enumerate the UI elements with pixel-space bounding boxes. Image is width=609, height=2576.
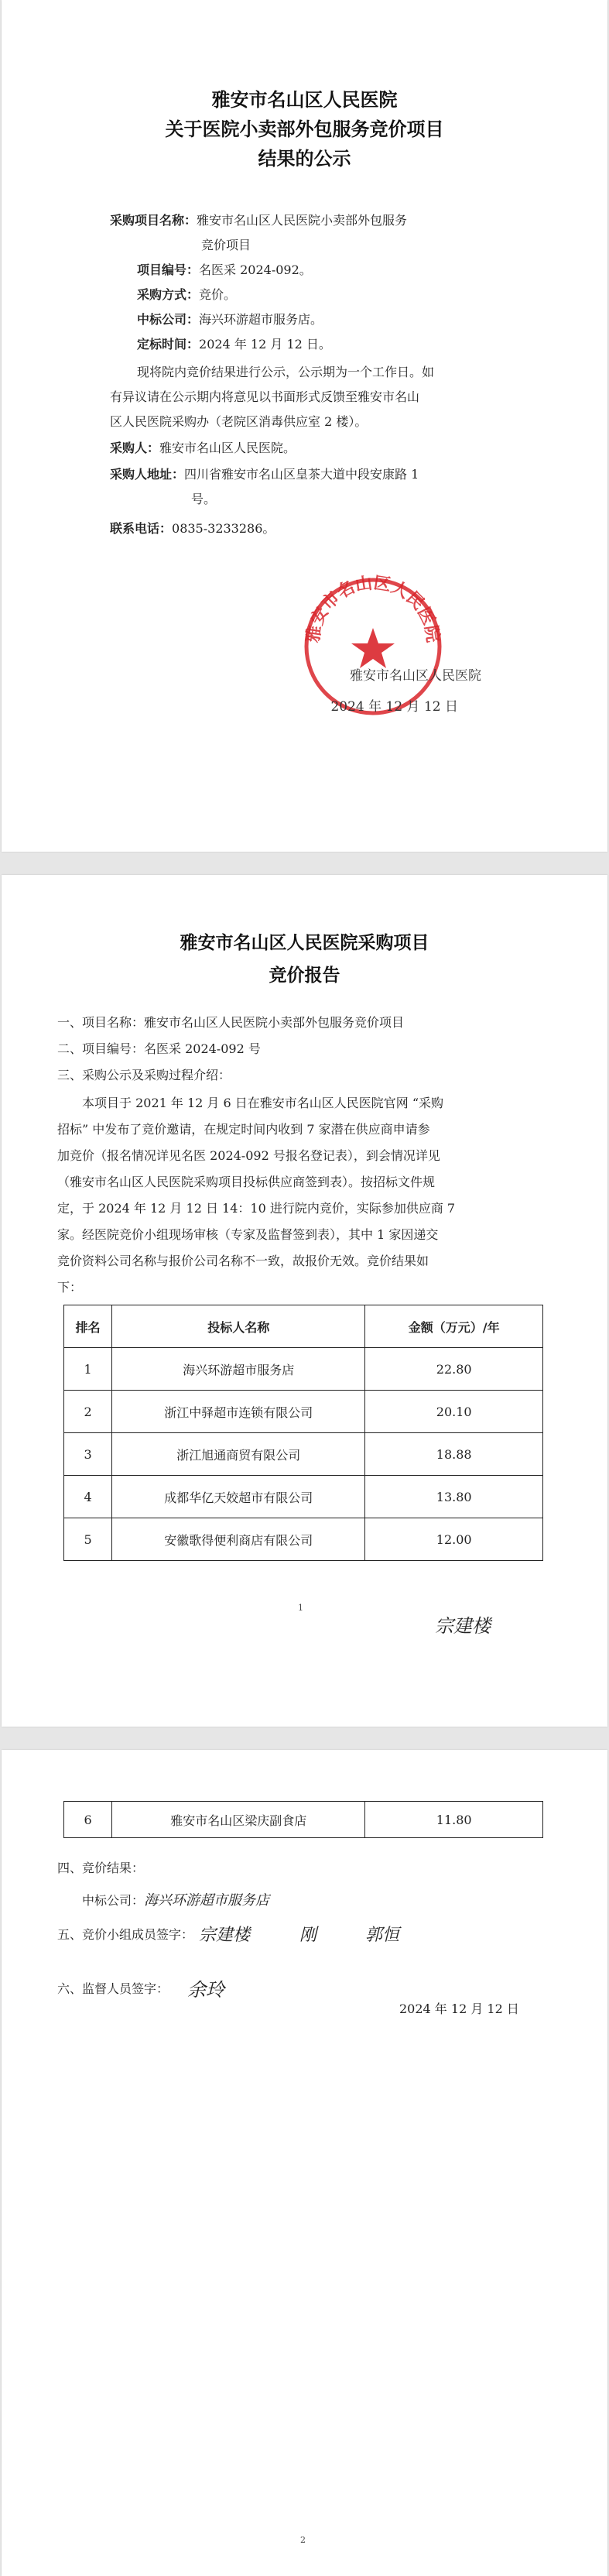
cell-rank: 6 (64, 1802, 112, 1838)
member-signature-3: 郭恒 (365, 1926, 400, 1945)
header-amount: 金额（万元）/年 (365, 1305, 543, 1348)
field-label: 采购方式： (137, 287, 200, 302)
cell-amount: 22.80 (365, 1348, 543, 1391)
purchaser-address (110, 465, 419, 482)
member-signature-1: 宗建楼 (199, 1926, 251, 1945)
cell-bidder: 安徽歌得便利商店有限公司 (112, 1518, 365, 1561)
supervisor-signature: 余玲 (187, 1979, 224, 2001)
field-award-time (137, 334, 331, 352)
field-value: 名医采 2024-092。 (199, 262, 312, 277)
report-body-line-1: 本项目于 2021 年 12 月 6 日在雅安市名山区人民医院官网 “采购 (82, 1096, 444, 1110)
notice-paragraph-line-3: 区人民医院采购办（老院区消毒供应室 2 楼）。 (110, 414, 368, 429)
bid-results-table (63, 1305, 543, 1561)
report-title-line-2: 竞价报告 (269, 965, 340, 986)
field-label: 定标时间： (137, 337, 200, 352)
address-label: 采购人地址： (110, 467, 185, 482)
table-row (64, 1518, 543, 1561)
purchaser-label: 采购人： (110, 441, 160, 455)
table-row (64, 1433, 543, 1476)
cell-rank: 1 (64, 1348, 112, 1391)
cell-amount: 18.88 (365, 1433, 543, 1476)
report-item-project-name: 一、项目名称：雅安市名山区人民医院小卖部外包服务竞价项目 (57, 1015, 405, 1030)
cell-rank: 3 (64, 1433, 112, 1476)
cell-bidder: 浙江中驿超市连锁有限公司 (112, 1391, 365, 1433)
field-label: 中标公司： (137, 312, 200, 327)
cell-bidder: 雅安市名山区梁庆副食店 (112, 1802, 365, 1838)
member-signature-2: 刚 (299, 1926, 317, 1945)
cell-amount: 13.80 (365, 1476, 543, 1518)
cell-amount: 11.80 (365, 1802, 543, 1838)
report-page-2 (2, 1750, 607, 2576)
field-label: 采购项目名称： (110, 213, 197, 228)
field-label: 项目编号： (137, 262, 200, 277)
report-item-members: 五、竞价小组成员签字： (57, 1927, 194, 1942)
table-row (64, 1391, 543, 1433)
seal-text: 雅安市名山区人民医院 (303, 572, 443, 644)
report-body-line-4: （雅安市名山区人民医院采购项目投标供应商签到表）。按招标文件规 (57, 1175, 436, 1189)
notice-page (2, 0, 607, 852)
phone-value: 0835-3233286。 (172, 521, 275, 536)
report-body-line-6: 家。经医院竞价小组现场审核（专家及监督签到表），其中 1 家因递交 (57, 1227, 439, 1242)
notice-title-line-3: 结果的公示 (258, 147, 351, 170)
notice-paragraph-line-1: 现将院内竞价结果进行公示，公示期为一个工作日。如 (137, 365, 435, 379)
cell-rank: 4 (64, 1476, 112, 1518)
field-project-name-cont (201, 235, 251, 253)
notice-title-line-1: 雅安市名山区人民医院 (211, 88, 398, 111)
page-number: 2 (300, 2535, 306, 2545)
cell-bidder: 浙江旭通商贸有限公司 (112, 1433, 365, 1476)
report-body-line-7: 竞价资料公司名称与报价公司名称不一致，故报价无效。竞价结果如 (57, 1254, 429, 1268)
phone-label: 联系电话： (110, 521, 173, 536)
table-header-row (64, 1305, 543, 1348)
cell-bidder: 海兴环游超市服务店 (112, 1348, 365, 1391)
report-item-supervisor: 六、监督人员签字： (57, 1981, 169, 1996)
report-body-line-8: 下： (57, 1280, 83, 1295)
report-item-project-number: 二、项目编号：名医采 2024-092 号 (57, 1041, 261, 1056)
address-value: 四川省雅安市名山区皇茶大道中段安康路 1 (184, 467, 419, 482)
winner-line (82, 1889, 269, 1909)
field-winner (137, 310, 323, 328)
field-value: 竞价。 (199, 287, 237, 302)
report-page-1 (2, 875, 607, 1727)
table-row (64, 1348, 543, 1391)
contact-phone (110, 519, 275, 537)
field-value: 2024 年 12 月 12 日。 (199, 337, 331, 352)
page-signature: 宗建楼 (435, 1615, 491, 1637)
cell-rank: 5 (64, 1518, 112, 1561)
cell-amount: 20.10 (365, 1391, 543, 1433)
report-title-line-1: 雅安市名山区人民医院采购项目 (180, 932, 429, 953)
field-value: 竞价项目 (201, 238, 251, 252)
field-value: 海兴环游超市服务店。 (199, 312, 323, 327)
field-project-name (110, 211, 407, 228)
table-row (64, 1802, 543, 1838)
winner-label: 中标公司： (82, 1893, 145, 1908)
report-item-process: 三、采购公示及采购过程介绍： (57, 1068, 231, 1082)
report-item-result: 四、竞价结果： (57, 1861, 145, 1875)
report-body-line-2: 招标” 中发布了竞价邀请，在规定时间内收到 7 家潜在供应商申请参 (57, 1122, 430, 1137)
purchaser-value: 雅安市名山区人民医院。 (159, 441, 296, 455)
notice-title-line-2: 关于医院小卖部外包服务竞价项目 (165, 118, 444, 140)
field-project-number (137, 260, 312, 278)
report-date: 2024 年 12 月 12 日 (399, 2001, 519, 2016)
notice-paragraph-line-2: 有异议请在公示期内将意见以书面形式反馈至雅安市名山 (110, 389, 420, 404)
purchaser-address-cont: 号。 (191, 492, 217, 506)
header-rank: 排名 (64, 1305, 112, 1348)
cell-rank: 2 (64, 1391, 112, 1433)
report-body-line-5: 定，于 2024 年 12 月 12 日 14：10 进行院内竞价，实际参加供应商 7 (57, 1201, 456, 1216)
notice-sign-org: 雅安市名山区人民医院 (350, 668, 481, 684)
page-number: 1 (298, 1603, 303, 1613)
field-value: 雅安市名山区人民医院小卖部外包服务 (197, 213, 408, 228)
table-row (64, 1476, 543, 1518)
bid-results-table-continued (63, 1801, 543, 1838)
field-method (137, 285, 236, 303)
cell-bidder: 成都华亿天姣超市有限公司 (112, 1476, 365, 1518)
header-bidder: 投标人名称 (112, 1305, 365, 1348)
notice-sign-date: 2024 年 12 月 12 日 (330, 699, 458, 715)
cell-amount: 12.00 (365, 1518, 543, 1561)
winner-handwritten: 海兴环游超市服务店 (144, 1892, 270, 1909)
purchaser (110, 438, 296, 456)
report-body-line-3: 加竞价（报名情况详见名医 2024-092 号报名登记表），到会情况详见 (57, 1148, 440, 1163)
